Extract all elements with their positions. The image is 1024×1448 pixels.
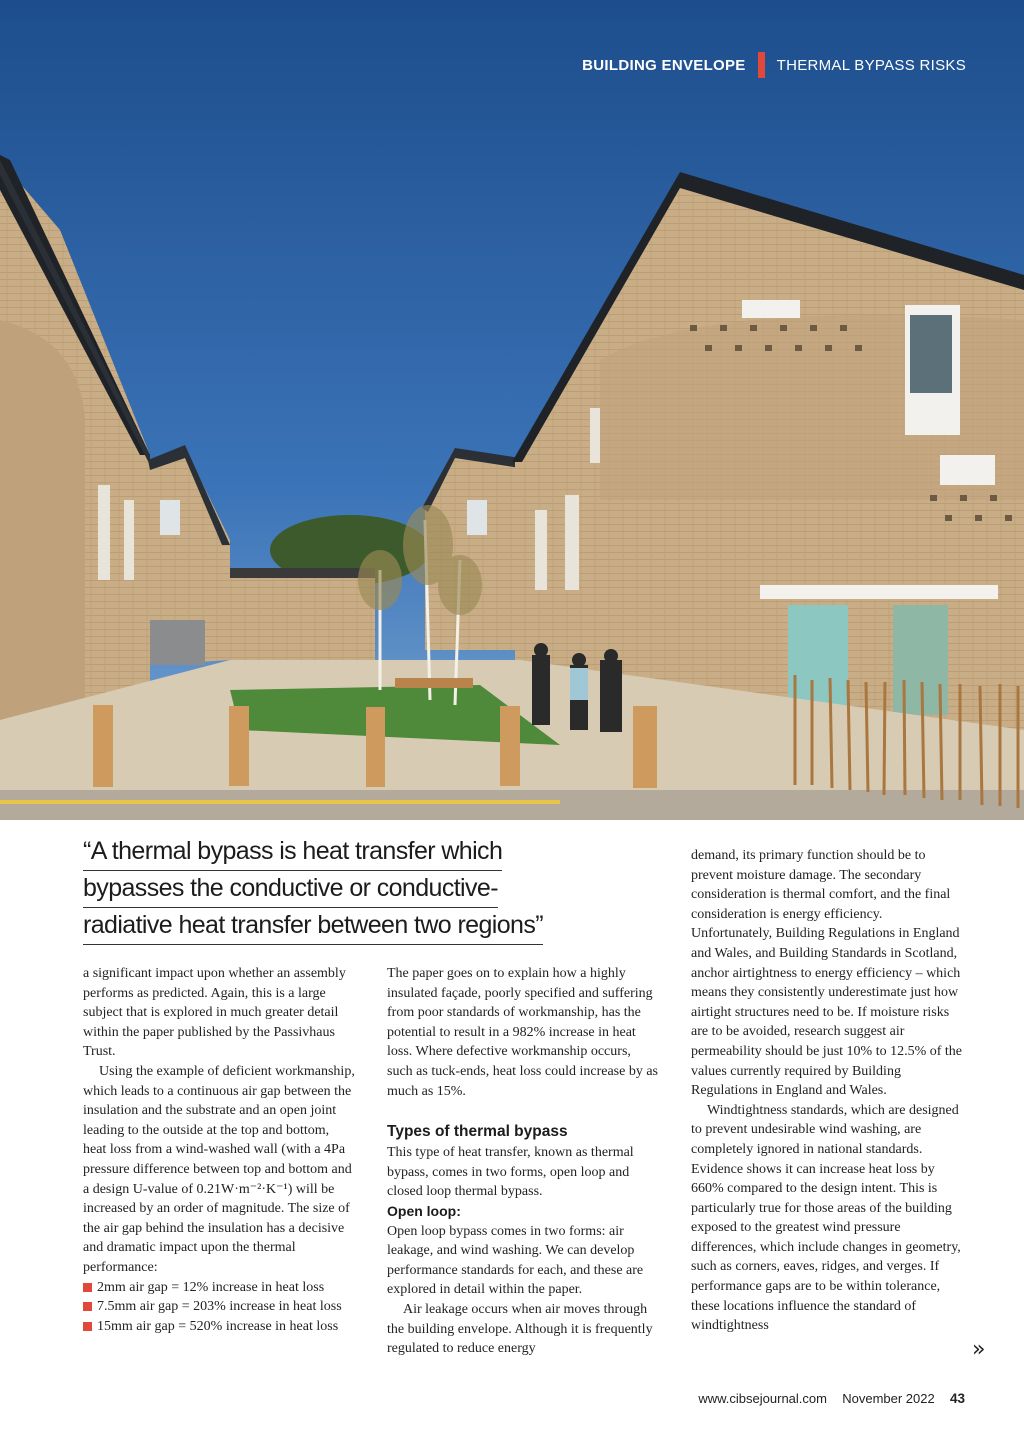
page-number: 43 [949,1391,965,1406]
paragraph: demand, its primary function should be to prevent moisture damage. The secondary consideration is thermal comfort, and the final consideration is energy efficiency. Unfortunately, Building Regulations in England and Wales, and Building Standards in Scotland, anchor airtightness to energy efficiency – which means they consistently underestimate just how airtight structures need to be. If moisture risks are to be avoided, research suggest air permeability should be just 10% to 12.5% of the values currently required by Building Regulations in England and Wales. [691,848,963,1099]
header-divider [758,52,765,78]
list-item [83,1297,355,1317]
paragraph: a significant impact upon whether an assembly performs as predicted. Again, this is a large subject that is explored in much greater detail within the paper published by the Passivhaus Trust. [83,966,346,1060]
article-column-2 [387,964,659,1359]
pull-quote-line-3: radiative heat transfer between two regions” [83,908,543,945]
bullet-square-icon [83,1322,92,1331]
list-item-text: 15mm air gap = 520% increase in heat loss [97,1318,339,1334]
paragraph: The paper goes on to explain how a highly insulated façade, poorly specified and suffering from poor standards of workmanship, has the potential to result in a 982% increase in heat loss. Where defective workmanship occurs, such as tuck-ends, heat loss could increase by as much as 15%. [387,966,658,1099]
paragraph: Using the example of deficient workmanship, which leads to a continuous air gap between the insulation and the substrate and an open joint leading to the outside at the top and bottom, heat loss from a wind-washed wall (with a 4Pa pressure difference between top and bottom and a design U-value of 0.21W·m⁻²·K⁻¹) will be increased by an order of magnitude. The size of the air gap behind the insulation has a decisive and dramatic impact upon the thermal performance: [83,1063,355,1275]
list-item-text: 7.5mm air gap = 203% increase in heat loss [97,1299,342,1315]
footer-date: November 2022 [842,1391,935,1406]
list-item-text: 2mm air gap = 12% increase in heat loss [97,1279,325,1295]
list-item [83,1278,355,1298]
continue-arrow-icon: » [972,1337,986,1362]
paragraph: Windtightness standards, which are designed to prevent undesirable wind washing, are completely ignored in national standards. Evidence shows it can increase heat loss by 660% compared to the design intent. This is particularly true for those areas of the building exposed to the greatest wind pressure differences, which include changes in geometry, such as corners, eaves, ridges, and verges. If performance gaps are to be within tolerance, these locations influence the standard of windtightness [691,1102,961,1334]
pull-quote [83,834,603,945]
article-column-1 [83,964,355,1336]
paragraph: This type of heat transfer, known as thermal bypass, comes in two forms, open loop and closed loop thermal bypass. [387,1145,634,1200]
section-header [582,52,966,78]
section-heading: Types of thermal bypass [387,1123,568,1141]
footer-url[interactable]: www.cibsejournal.com [698,1391,827,1406]
topic-label: THERMAL BYPASS RISKS [776,56,966,74]
section-label: BUILDING ENVELOPE [582,56,746,74]
list-item [83,1317,355,1337]
page-footer [698,1391,965,1406]
paragraph: Open loop bypass comes in two forms: air leakage, and wind washing. We can develop performance standards for each, and these are explored in detail within the paper. [387,1223,644,1298]
paragraph: Air leakage occurs when air moves through the building envelope. Although it is frequently regulated to reduce energy [387,1301,653,1357]
bullet-square-icon [83,1302,92,1311]
subheading: Open loop: [387,1202,461,1219]
bullet-square-icon [83,1283,92,1292]
pull-quote-line-1: “A thermal bypass is heat transfer which [83,834,502,871]
article-column-3 [691,846,963,1336]
pull-quote-line-2: bypasses the conductive or conductive- [83,871,498,908]
